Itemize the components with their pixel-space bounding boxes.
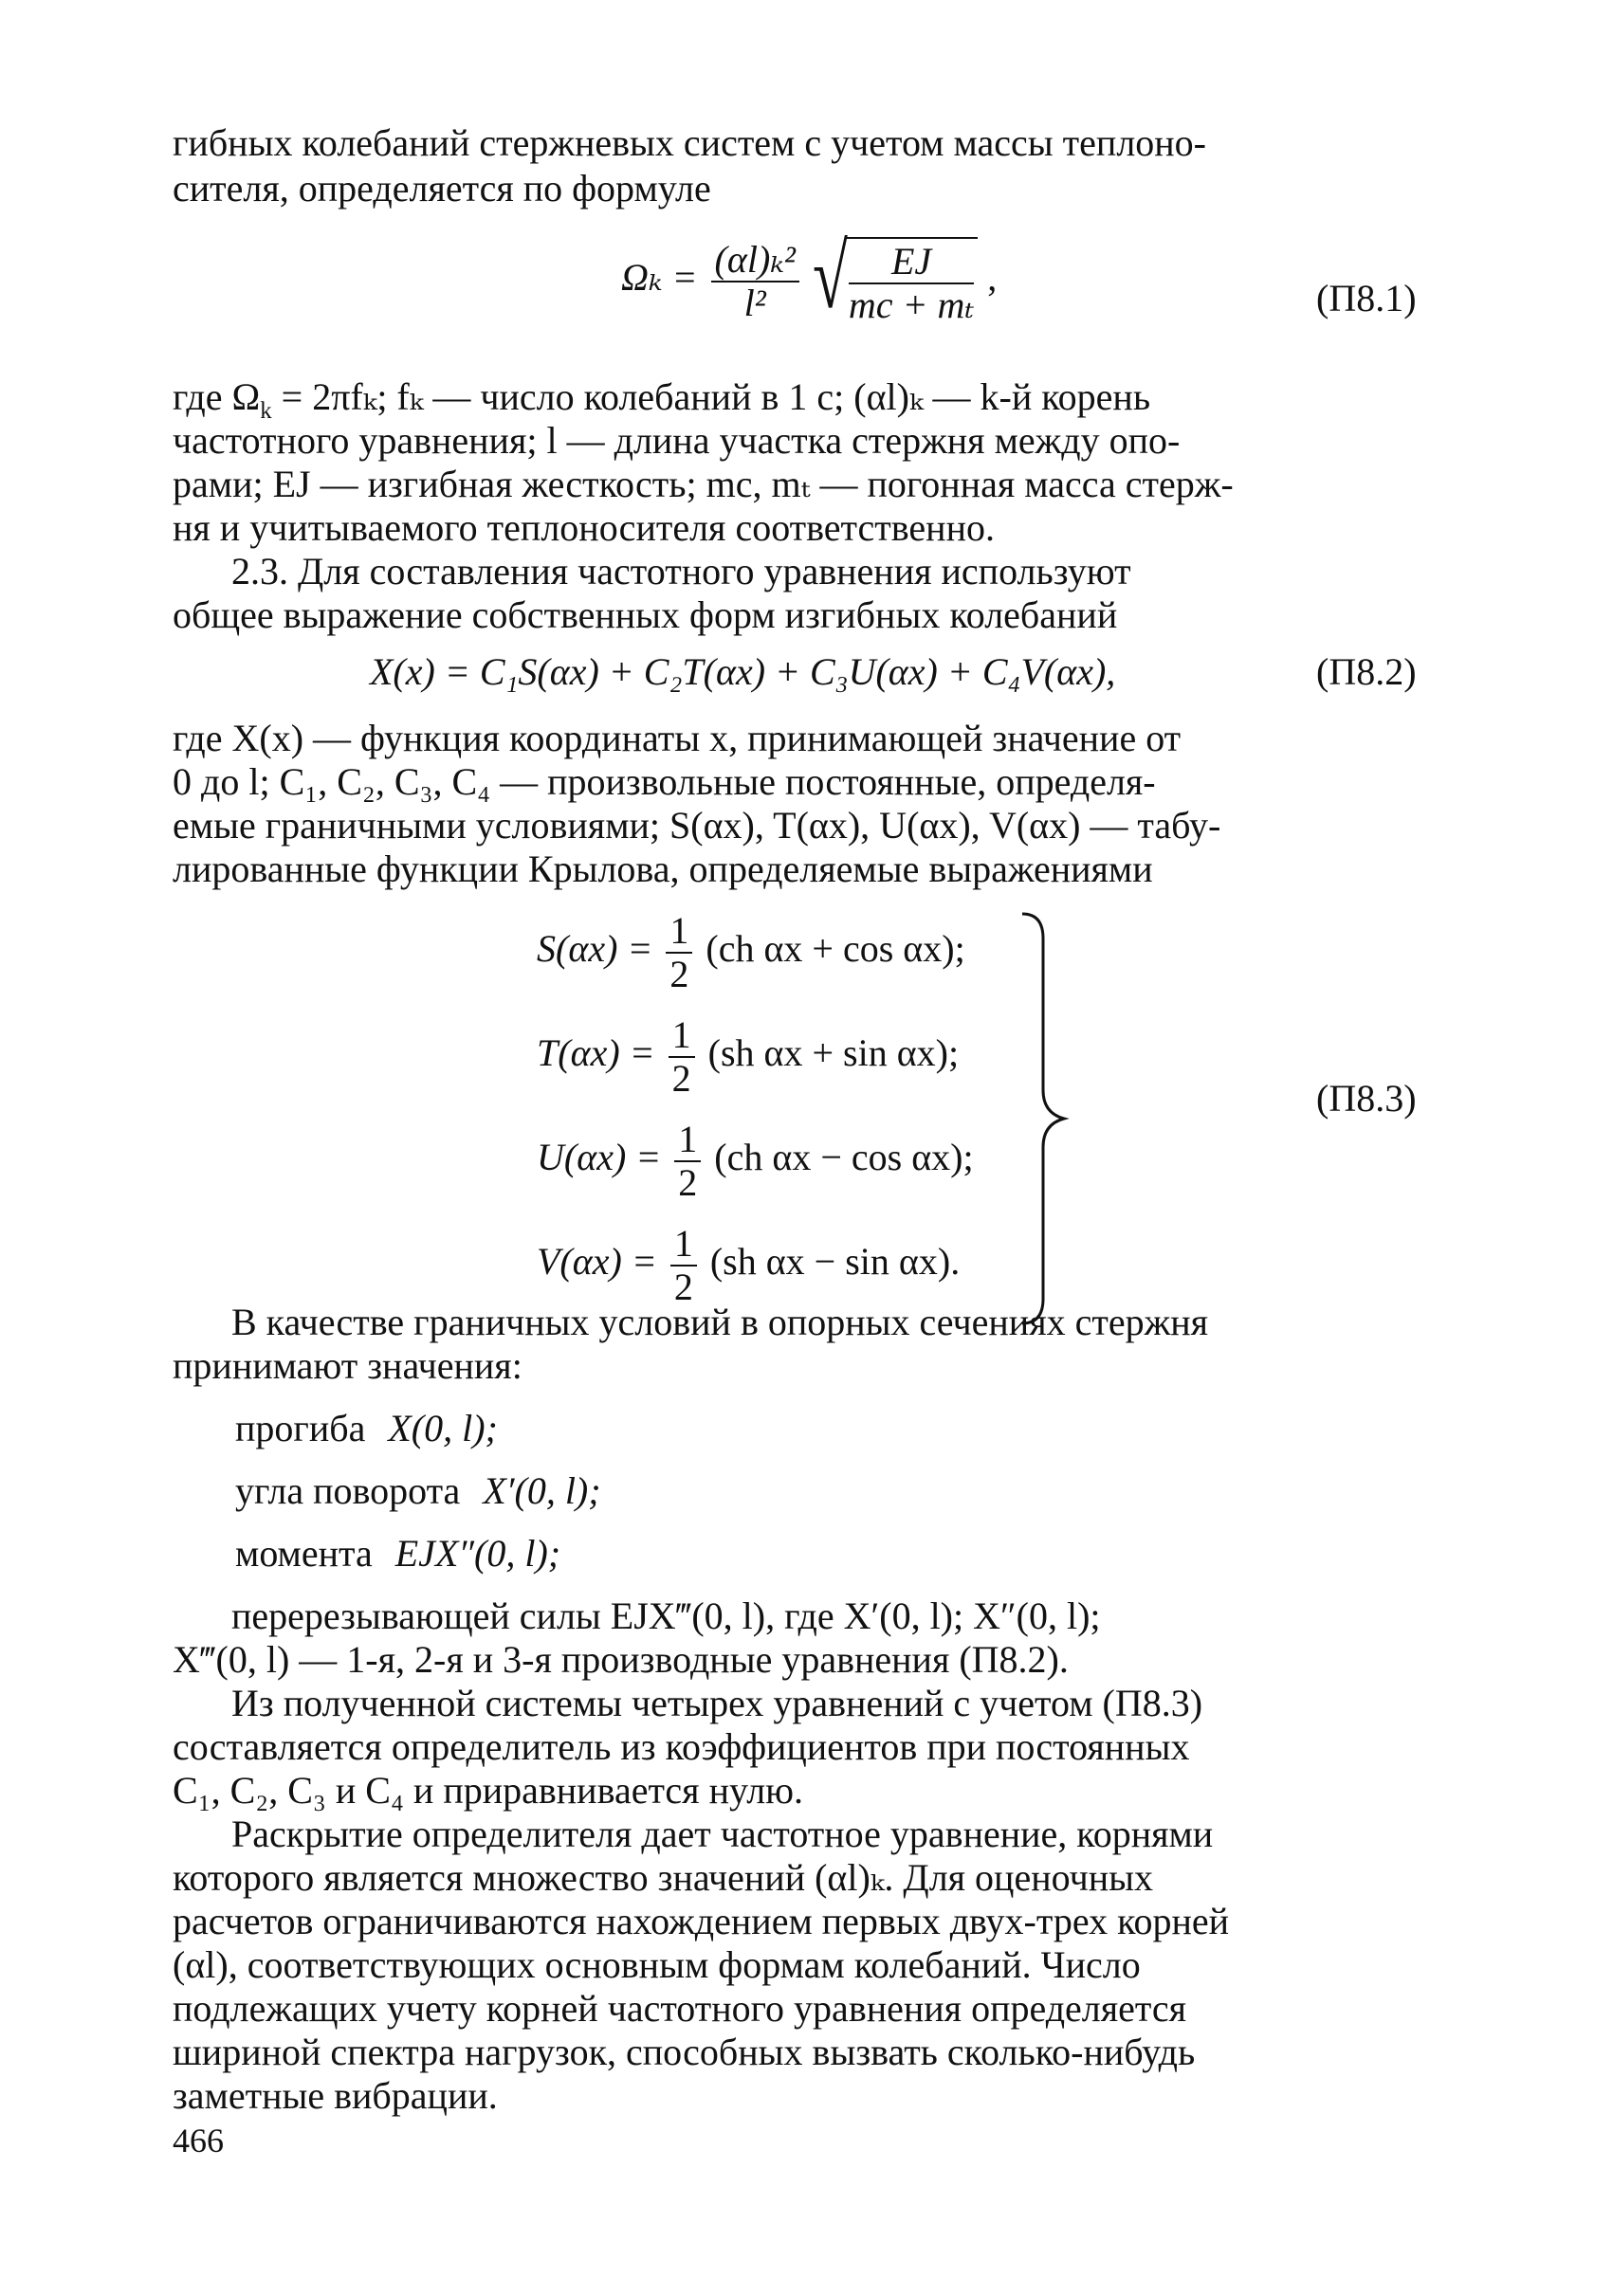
- condition-name: прогиба: [235, 1407, 366, 1449]
- text-line: [173, 760, 1156, 804]
- fraction-half: [670, 1223, 697, 1308]
- condition-item: [235, 1469, 601, 1513]
- fraction: [849, 241, 974, 326]
- text-line: принимают значения:: [173, 1344, 522, 1387]
- text-line: подлежащих учету корней частотного уравнения определяется: [173, 1987, 1187, 2030]
- text-line: перерезывающей силы EJX‴(0, l), где X′(0, l); X″(0, l);: [231, 1594, 1101, 1637]
- text-line: (αl), соответствующих основным формам колебаний. Число: [173, 1943, 1141, 1986]
- text-line: где X(x) — функция координаты x, принимающей значение от: [173, 717, 1182, 759]
- text-line: ня и учитываемого теплоносителя соответственно.: [173, 506, 995, 549]
- text-line: где $\Omega_k = 2\pi f_k$; fₖ — число колебаний в 1 с; (αl)ₖ — k-й корень: [173, 375, 1151, 424]
- fraction-numerator: (αl)ₖ²: [711, 239, 799, 282]
- fraction-denominator: 2: [671, 1057, 691, 1100]
- text-line: емые граничными условиями; S(αx), T(αx), U(αx), V(αx) — табу-: [173, 804, 1221, 847]
- fraction-denominator: 2: [669, 953, 689, 995]
- radical-sign-icon: √: [812, 226, 848, 327]
- text-line: сителя, определяется по формуле: [173, 167, 711, 210]
- text-line: гибных колебаний стержневых систем с учетом массы теплоно-: [173, 121, 1206, 164]
- text-line: составляется определитель из коэффициентов при постоянных: [173, 1725, 1190, 1768]
- page-number: 466: [173, 2122, 224, 2159]
- equation-lhs: T(αx) =: [537, 1031, 655, 1075]
- right-brace-icon: [1015, 910, 1072, 1327]
- equation-rhs: (ch αx − cos αx);: [714, 1136, 974, 1179]
- text-line: X‴(0, l) — 1-я, 2-я и 3-я производные уравнения (П8.2).: [173, 1638, 1069, 1681]
- fraction-denominator: 2: [673, 1266, 693, 1308]
- condition-item: [235, 1407, 498, 1450]
- square-root: [812, 226, 978, 327]
- text-fragment: ₁, C₂, C₃, C₄ — произвольные постоянные, определя-: [304, 760, 1156, 803]
- equation-lhs: U(αx) =: [537, 1136, 662, 1179]
- equation-rhs: (sh αx + sin αx);: [707, 1031, 960, 1075]
- equation-p8-2: X(x) = C₁S(αx) + C₂T(αx) + C₃U(αx) + C₄V(αx),: [370, 650, 1116, 693]
- fraction-numerator: 1: [670, 1223, 697, 1266]
- fraction-denominator: l²: [743, 282, 766, 324]
- condition-expr: X′(0, l);: [483, 1469, 601, 1512]
- text-fragment: где Ω: [173, 375, 261, 418]
- system-row: [537, 1222, 961, 1308]
- text-line: 2.3. Для составления частотного уравнения используют: [231, 550, 1131, 592]
- text-line: [173, 167, 711, 210]
- fraction-numerator: 1: [666, 910, 692, 954]
- text-line: лированные функции Крылова, определяемые выражениями: [173, 847, 1153, 890]
- text-fragment: с, mₜ — погонная масса стерж-: [735, 463, 1234, 505]
- equation-label: (П8.1): [1316, 277, 1417, 319]
- equation-rhs: (ch αx + cos αx);: [706, 927, 965, 971]
- fraction-denominator: 2: [678, 1161, 698, 1204]
- equation-lhs: V(αx) =: [537, 1240, 657, 1284]
- fraction-half: [674, 1119, 701, 1204]
- system-row: [537, 1013, 960, 1100]
- system-row: [537, 1118, 974, 1204]
- equation-lhs: Ωₖ =: [621, 256, 698, 300]
- text-line: расчетов ограничиваются нахождением первых двух-трех корней: [173, 1900, 1230, 1942]
- condition-item: [235, 1532, 560, 1576]
- equation-label: (П8.2): [1316, 650, 1417, 693]
- text-line: шириной спектра нагрузок, способных вызвать сколько-нибудь: [173, 2031, 1196, 2073]
- text-fragment: рами; EJ — изгибная жесткость; m: [173, 463, 736, 505]
- text-line: Раскрытие определителя дает частотное уравнение, корнями: [231, 1813, 1214, 1855]
- radicand: [845, 237, 978, 326]
- condition-expr: X(0, l);: [388, 1407, 498, 1449]
- fraction-half: [666, 910, 692, 995]
- system-row: [537, 909, 965, 995]
- text-line: Из полученной системы четырех уравнений с учетом (П8.3): [231, 1682, 1203, 1724]
- equation-lhs: S(αx) =: [537, 927, 653, 971]
- text-line: В качестве граничных условий в опорных сечениях стержня: [231, 1301, 1209, 1343]
- equation-rhs: (sh αx − sin αx).: [709, 1240, 961, 1284]
- fraction-numerator: EJ: [849, 241, 974, 284]
- text-line: C₁, C₂, C₃ и C₄ и приравнивается нулю.: [173, 1769, 804, 1812]
- fraction-half: [669, 1014, 695, 1100]
- equation-p8-1: [621, 226, 998, 327]
- fraction-denominator: mс + mₜ: [848, 283, 975, 326]
- fraction: [711, 239, 799, 324]
- text-fragment: 0 до l; C: [173, 760, 305, 803]
- equation-label: (П8.3): [1316, 1077, 1417, 1120]
- text-line: [173, 463, 1234, 506]
- fraction-numerator: 1: [669, 1014, 695, 1058]
- text-line: которого является множество значений (αl)ₖ. Для оценочных: [173, 1856, 1153, 1899]
- text-line: [173, 121, 1443, 165]
- condition-name: момента: [235, 1532, 373, 1575]
- text-line: общее выражение собственных форм изгибных колебаний: [173, 593, 1118, 636]
- condition-name: угла поворота: [235, 1469, 461, 1512]
- equation-comma: ,: [987, 256, 998, 300]
- text-fragment: = 2πfₖ; fₖ — число колебаний в 1 с; (αl)ₖ — k-й корень: [281, 375, 1151, 418]
- text-line: заметные вибрации.: [173, 2074, 498, 2117]
- fraction-numerator: 1: [674, 1119, 701, 1162]
- text-line: частотного уравнения; l — длина участка стержня между опо-: [173, 419, 1181, 462]
- condition-expr: EJX″(0, l);: [394, 1532, 561, 1575]
